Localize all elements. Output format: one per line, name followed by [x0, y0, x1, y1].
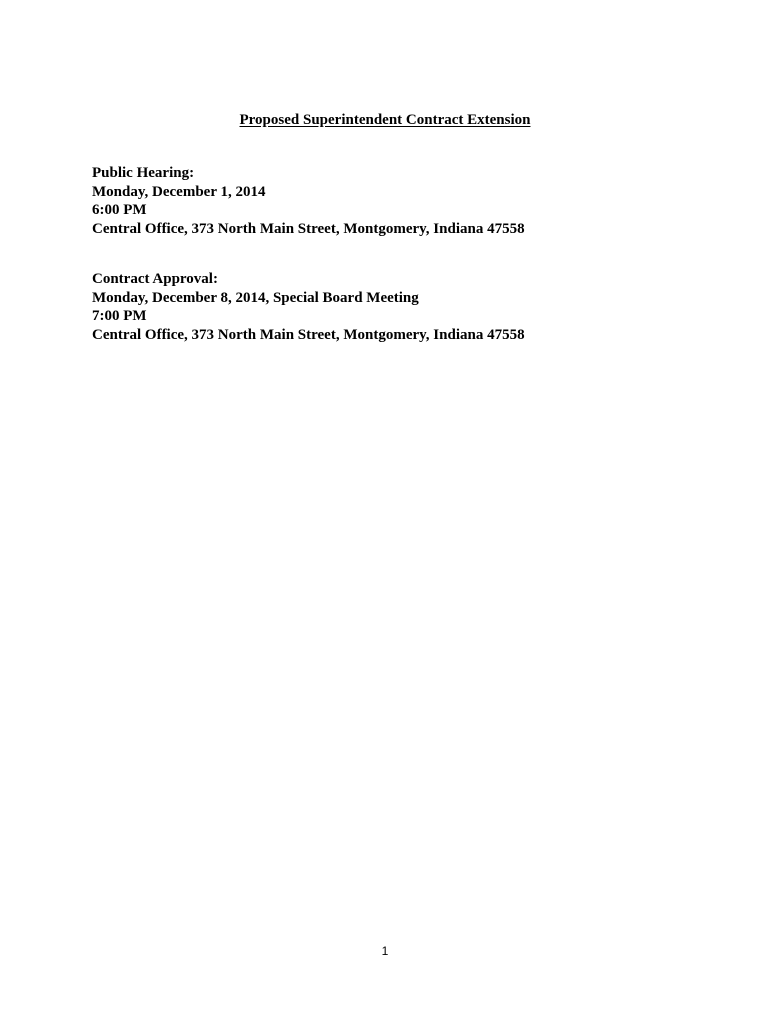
- public-hearing-time: 6:00 PM: [92, 202, 147, 218]
- contract-approval-section: [92, 270, 712, 344]
- contract-approval-heading: Contract Approval:: [92, 271, 218, 287]
- page-number: 1: [381, 944, 389, 958]
- contract-approval-date: Monday, December 8, 2014, Special Board Meeting: [92, 289, 419, 306]
- public-hearing-date: Monday, December 1, 2014: [92, 183, 266, 200]
- contract-approval-time: 7:00 PM: [92, 308, 147, 324]
- public-hearing-heading: Public Hearing:: [92, 165, 195, 181]
- contract-approval-location: Central Office, 373 North Main Street, Montgomery, Indiana 47558: [92, 326, 525, 343]
- public-hearing-section: [92, 164, 712, 238]
- document-title: Proposed Superintendent Contract Extension: [239, 112, 531, 128]
- public-hearing-location: Central Office, 373 North Main Street, Montgomery, Indiana 47558: [92, 220, 525, 237]
